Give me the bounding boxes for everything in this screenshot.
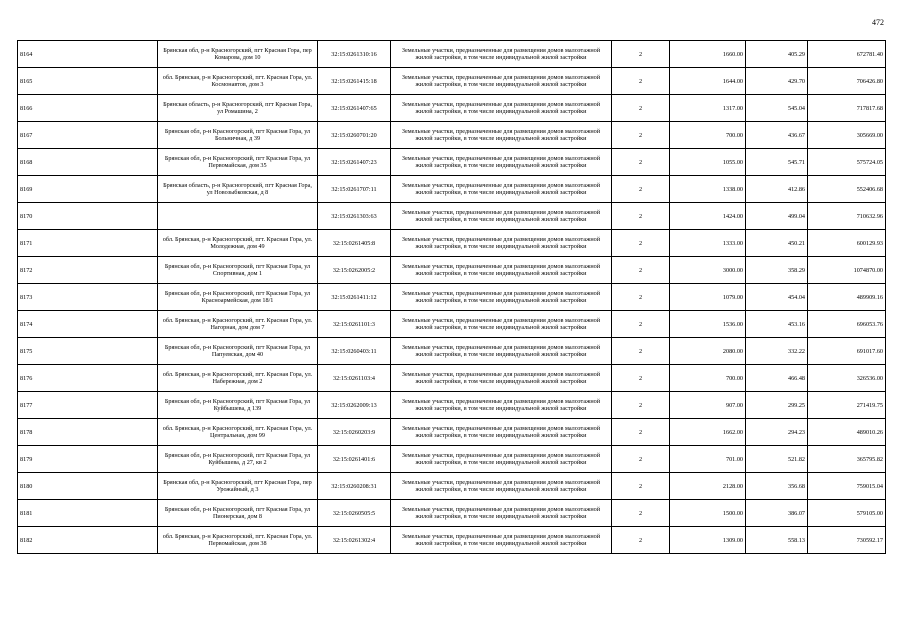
land-use-cell: Земельные участки, предназначенные для размещения домов малоэтажной жилой застройки, в том числе индивидуальной жилой застройки [391, 41, 612, 68]
cadastral-number-cell: 32:15:0261411:12 [318, 284, 391, 311]
cadastral-value-cell: 691017.60 [808, 338, 886, 365]
area-cell: 1500.00 [670, 500, 746, 527]
page-number: 472 [872, 18, 884, 27]
category-cell: 2 [612, 473, 670, 500]
category-cell: 2 [612, 68, 670, 95]
category-cell: 2 [612, 284, 670, 311]
specific-value-cell: 545.04 [746, 95, 808, 122]
cadastral-value-cell: 552406.68 [808, 176, 886, 203]
address-cell: Брянская обл, р-н Красногорский, пгт Красная Гора, ул Первомайская, дом 35 [158, 149, 318, 176]
address-cell: Брянская область, р-н Красногорский, пгт Красная Гора, ул Новозыбковская, д 8 [158, 176, 318, 203]
cadastral-value-cell: 575724.05 [808, 149, 886, 176]
cadastral-value-cell: 326536.00 [808, 365, 886, 392]
table-row [18, 284, 886, 311]
table-row [18, 338, 886, 365]
address-cell: Брянская обл, р-н Красногорский, пгт Красная Гора, пер Комарова, дом 10 [158, 41, 318, 68]
table-row [18, 95, 886, 122]
cadastral-value-cell: 710632.96 [808, 203, 886, 230]
land-use-cell: Земельные участки, предназначенные для размещения домов малоэтажной жилой застройки, в том числе индивидуальной жилой застройки [391, 473, 612, 500]
address-cell: обл. Брянская, р-н Красногорский, пгт. Красная Гора, ул. Космонавтов, дом 3 [158, 68, 318, 95]
category-cell: 2 [612, 311, 670, 338]
specific-value-cell: 454.04 [746, 284, 808, 311]
table-row [18, 446, 886, 473]
table-row [18, 176, 886, 203]
specific-value-cell: 358.29 [746, 257, 808, 284]
cadastral-number-cell: 32:15:0262005:2 [318, 257, 391, 284]
area-cell: 907.00 [670, 392, 746, 419]
cadastral-number-cell: 32:15:0261707:11 [318, 176, 391, 203]
land-use-cell: Земельные участки, предназначенные для размещения домов малоэтажной жилой застройки, в том числе индивидуальной жилой застройки [391, 95, 612, 122]
table-row [18, 473, 886, 500]
cadastral-value-cell: 489909.16 [808, 284, 886, 311]
category-cell: 2 [612, 392, 670, 419]
cadastral-number-cell: 32:15:0261101:3 [318, 311, 391, 338]
land-use-cell: Земельные участки, предназначенные для размещения домов малоэтажной жилой застройки, в том числе индивидуальной жилой застройки [391, 149, 612, 176]
specific-value-cell: 453.16 [746, 311, 808, 338]
category-cell: 2 [612, 527, 670, 554]
land-use-cell: Земельные участки, предназначенные для размещения домов малоэтажной жилой застройки, в том числе индивидуальной жилой застройки [391, 365, 612, 392]
land-use-cell: Земельные участки, предназначенные для размещения домов малоэтажной жилой застройки, в том числе индивидуальной жилой застройки [391, 284, 612, 311]
cadastral-value-cell: 1074870.00 [808, 257, 886, 284]
address-cell: Брянская обл, р-н Красногорский, пгт Красная Гора, пер Урожайный, д 3 [158, 473, 318, 500]
area-cell: 1333.00 [670, 230, 746, 257]
row-number: 8165 [18, 68, 158, 95]
category-cell: 2 [612, 95, 670, 122]
row-number: 8169 [18, 176, 158, 203]
specific-value-cell: 429.70 [746, 68, 808, 95]
cadastral-number-cell: 32:15:0261407:65 [318, 95, 391, 122]
specific-value-cell: 386.07 [746, 500, 808, 527]
cadastral-value-cell: 730592.17 [808, 527, 886, 554]
row-number: 8167 [18, 122, 158, 149]
row-number: 8180 [18, 473, 158, 500]
table-row [18, 41, 886, 68]
row-number: 8170 [18, 203, 158, 230]
address-cell: обл. Брянская, р-н Красногорский, пгт. Красная Гора, ул. Набережная, дом 2 [158, 365, 318, 392]
land-use-cell: Земельные участки, предназначенные для размещения домов малоэтажной жилой застройки, в том числе индивидуальной жилой застройки [391, 257, 612, 284]
category-cell: 2 [612, 500, 670, 527]
cadastral-number-cell: 32:15:0260701:20 [318, 122, 391, 149]
land-use-cell: Земельные участки, предназначенные для размещения домов малоэтажной жилой застройки, в том числе индивидуальной жилой застройки [391, 176, 612, 203]
land-register-table [17, 40, 886, 554]
land-use-cell: Земельные участки, предназначенные для размещения домов малоэтажной жилой застройки, в том числе индивидуальной жилой застройки [391, 392, 612, 419]
table-row [18, 68, 886, 95]
cadastral-value-cell: 696053.76 [808, 311, 886, 338]
row-number: 8175 [18, 338, 158, 365]
specific-value-cell: 356.68 [746, 473, 808, 500]
row-number: 8166 [18, 95, 158, 122]
table-row [18, 365, 886, 392]
land-use-cell: Земельные участки, предназначенные для размещения домов малоэтажной жилой застройки, в том числе индивидуальной жилой застройки [391, 446, 612, 473]
table-row [18, 500, 886, 527]
land-use-cell: Земельные участки, предназначенные для размещения домов малоэтажной жилой застройки, в том числе индивидуальной жилой застройки [391, 311, 612, 338]
category-cell: 2 [612, 338, 670, 365]
address-cell: Брянская обл, р-н Красногорский, пгт Красная Гора, ул Куйбышева, д 27, кв 2 [158, 446, 318, 473]
address-cell: Брянская обл, р-н Красногорский, пгт Красная Гора, ул Пионерская, дом 8 [158, 500, 318, 527]
address-cell [158, 203, 318, 230]
cadastral-value-cell: 489010.26 [808, 419, 886, 446]
area-cell: 1660.00 [670, 41, 746, 68]
specific-value-cell: 412.86 [746, 176, 808, 203]
table-row [18, 527, 886, 554]
table-row [18, 419, 886, 446]
land-use-cell: Земельные участки, предназначенные для размещения домов малоэтажной жилой застройки, в том числе индивидуальной жилой застройки [391, 203, 612, 230]
table-row [18, 392, 886, 419]
area-cell: 1317.00 [670, 95, 746, 122]
area-cell: 700.00 [670, 365, 746, 392]
area-cell: 1338.00 [670, 176, 746, 203]
address-cell: обл. Брянская, р-н Красногорский, пгт. Красная Гора, ул. Центральная, дом 99 [158, 419, 318, 446]
table-row [18, 149, 886, 176]
cadastral-value-cell: 672781.40 [808, 41, 886, 68]
land-use-cell: Земельные участки, предназначенные для размещения домов малоэтажной жилой застройки, в том числе индивидуальной жилой застройки [391, 338, 612, 365]
category-cell: 2 [612, 419, 670, 446]
specific-value-cell: 545.71 [746, 149, 808, 176]
land-use-cell: Земельные участки, предназначенные для размещения домов малоэтажной жилой застройки, в том числе индивидуальной жилой застройки [391, 527, 612, 554]
address-cell: Брянская обл, р-н Красногорский, пгт Красная Гора, ул Красноармейская, дом 18/1 [158, 284, 318, 311]
cadastral-value-cell: 759015.04 [808, 473, 886, 500]
row-number: 8179 [18, 446, 158, 473]
cadastral-number-cell: 32:15:0261303:63 [318, 203, 391, 230]
cadastral-number-cell: 32:15:0261310:16 [318, 41, 391, 68]
category-cell: 2 [612, 122, 670, 149]
specific-value-cell: 436.67 [746, 122, 808, 149]
specific-value-cell: 294.23 [746, 419, 808, 446]
cadastral-number-cell: 32:15:0260203:9 [318, 419, 391, 446]
specific-value-cell: 332.22 [746, 338, 808, 365]
area-cell: 701.00 [670, 446, 746, 473]
specific-value-cell: 450.21 [746, 230, 808, 257]
cadastral-number-cell: 32:15:0260505:5 [318, 500, 391, 527]
cadastral-number-cell: 32:15:0261302:4 [318, 527, 391, 554]
cadastral-number-cell: 32:15:0261405:8 [318, 230, 391, 257]
category-cell: 2 [612, 446, 670, 473]
row-number: 8168 [18, 149, 158, 176]
row-number: 8172 [18, 257, 158, 284]
area-cell: 1055.00 [670, 149, 746, 176]
address-cell: Брянская обл, р-н Красногорский, пгт Красная Гора, ул Куйбышева, д 139 [158, 392, 318, 419]
cadastral-number-cell: 32:15:0261401:6 [318, 446, 391, 473]
category-cell: 2 [612, 203, 670, 230]
table-row [18, 122, 886, 149]
address-cell: Брянская обл, р-н Красногорский, пгт Красная Гора, ул Папуевская, дом 40 [158, 338, 318, 365]
cadastral-value-cell: 600129.93 [808, 230, 886, 257]
address-cell: обл. Брянская, р-н Красногорский, пгт. Красная Гора, ул. Первомайская, дом 38 [158, 527, 318, 554]
row-number: 8171 [18, 230, 158, 257]
land-use-cell: Земельные участки, предназначенные для размещения домов малоэтажной жилой застройки, в том числе индивидуальной жилой застройки [391, 419, 612, 446]
address-cell: Брянская обл, р-н Красногорский, пгт Красная Гора, ул Больничная, д 39 [158, 122, 318, 149]
cadastral-value-cell: 717817.68 [808, 95, 886, 122]
area-cell: 1536.00 [670, 311, 746, 338]
cadastral-number-cell: 32:15:0262009:13 [318, 392, 391, 419]
area-cell: 1079.00 [670, 284, 746, 311]
area-cell: 3000.00 [670, 257, 746, 284]
area-cell: 1309.00 [670, 527, 746, 554]
register-body [18, 41, 886, 554]
row-number: 8176 [18, 365, 158, 392]
table-row [18, 203, 886, 230]
row-number: 8178 [18, 419, 158, 446]
category-cell: 2 [612, 230, 670, 257]
row-number: 8177 [18, 392, 158, 419]
row-number: 8164 [18, 41, 158, 68]
table-row [18, 311, 886, 338]
cadastral-value-cell: 706426.80 [808, 68, 886, 95]
address-cell: обл. Брянская, р-н Красногорский, пгт. Красная Гора, ул. Нагорная, дом дом 7 [158, 311, 318, 338]
category-cell: 2 [612, 257, 670, 284]
cadastral-number-cell: 32:15:0260403:11 [318, 338, 391, 365]
area-cell: 2080.00 [670, 338, 746, 365]
row-number: 8174 [18, 311, 158, 338]
category-cell: 2 [612, 365, 670, 392]
cadastral-number-cell: 32:15:0260208:31 [318, 473, 391, 500]
area-cell: 1424.00 [670, 203, 746, 230]
cadastral-number-cell: 32:15:0261415:18 [318, 68, 391, 95]
row-number: 8181 [18, 500, 158, 527]
area-cell: 1662.00 [670, 419, 746, 446]
row-number: 8173 [18, 284, 158, 311]
cadastral-value-cell: 365795.82 [808, 446, 886, 473]
specific-value-cell: 558.13 [746, 527, 808, 554]
land-use-cell: Земельные участки, предназначенные для размещения домов малоэтажной жилой застройки, в том числе индивидуальной жилой застройки [391, 500, 612, 527]
address-cell: обл. Брянская, р-н Красногорский, пгт. Красная Гора, ул. Молодежная, дом 49 [158, 230, 318, 257]
specific-value-cell: 521.82 [746, 446, 808, 473]
land-use-cell: Земельные участки, предназначенные для размещения домов малоэтажной жилой застройки, в том числе индивидуальной жилой застройки [391, 122, 612, 149]
area-cell: 2128.00 [670, 473, 746, 500]
specific-value-cell: 499.04 [746, 203, 808, 230]
specific-value-cell: 466.48 [746, 365, 808, 392]
land-use-cell: Земельные участки, предназначенные для размещения домов малоэтажной жилой застройки, в том числе индивидуальной жилой застройки [391, 230, 612, 257]
table-row [18, 257, 886, 284]
address-cell: Брянская область, р-н Красногорский, пгт Красная Гора, ул Ромашина, 2 [158, 95, 318, 122]
land-use-cell: Земельные участки, предназначенные для размещения домов малоэтажной жилой застройки, в том числе индивидуальной жилой застройки [391, 68, 612, 95]
table-row [18, 230, 886, 257]
cadastral-value-cell: 579105.00 [808, 500, 886, 527]
cadastral-value-cell: 305669.00 [808, 122, 886, 149]
address-cell: Брянская обл, р-н Красногорский, пгт Красная Гора, ул Спортивная, дом 1 [158, 257, 318, 284]
row-number: 8182 [18, 527, 158, 554]
cadastral-number-cell: 32:15:0261407:23 [318, 149, 391, 176]
specific-value-cell: 299.25 [746, 392, 808, 419]
area-cell: 1644.00 [670, 68, 746, 95]
category-cell: 2 [612, 176, 670, 203]
specific-value-cell: 405.29 [746, 41, 808, 68]
cadastral-value-cell: 271419.75 [808, 392, 886, 419]
category-cell: 2 [612, 41, 670, 68]
area-cell: 700.00 [670, 122, 746, 149]
category-cell: 2 [612, 149, 670, 176]
cadastral-number-cell: 32:15:0261103:4 [318, 365, 391, 392]
